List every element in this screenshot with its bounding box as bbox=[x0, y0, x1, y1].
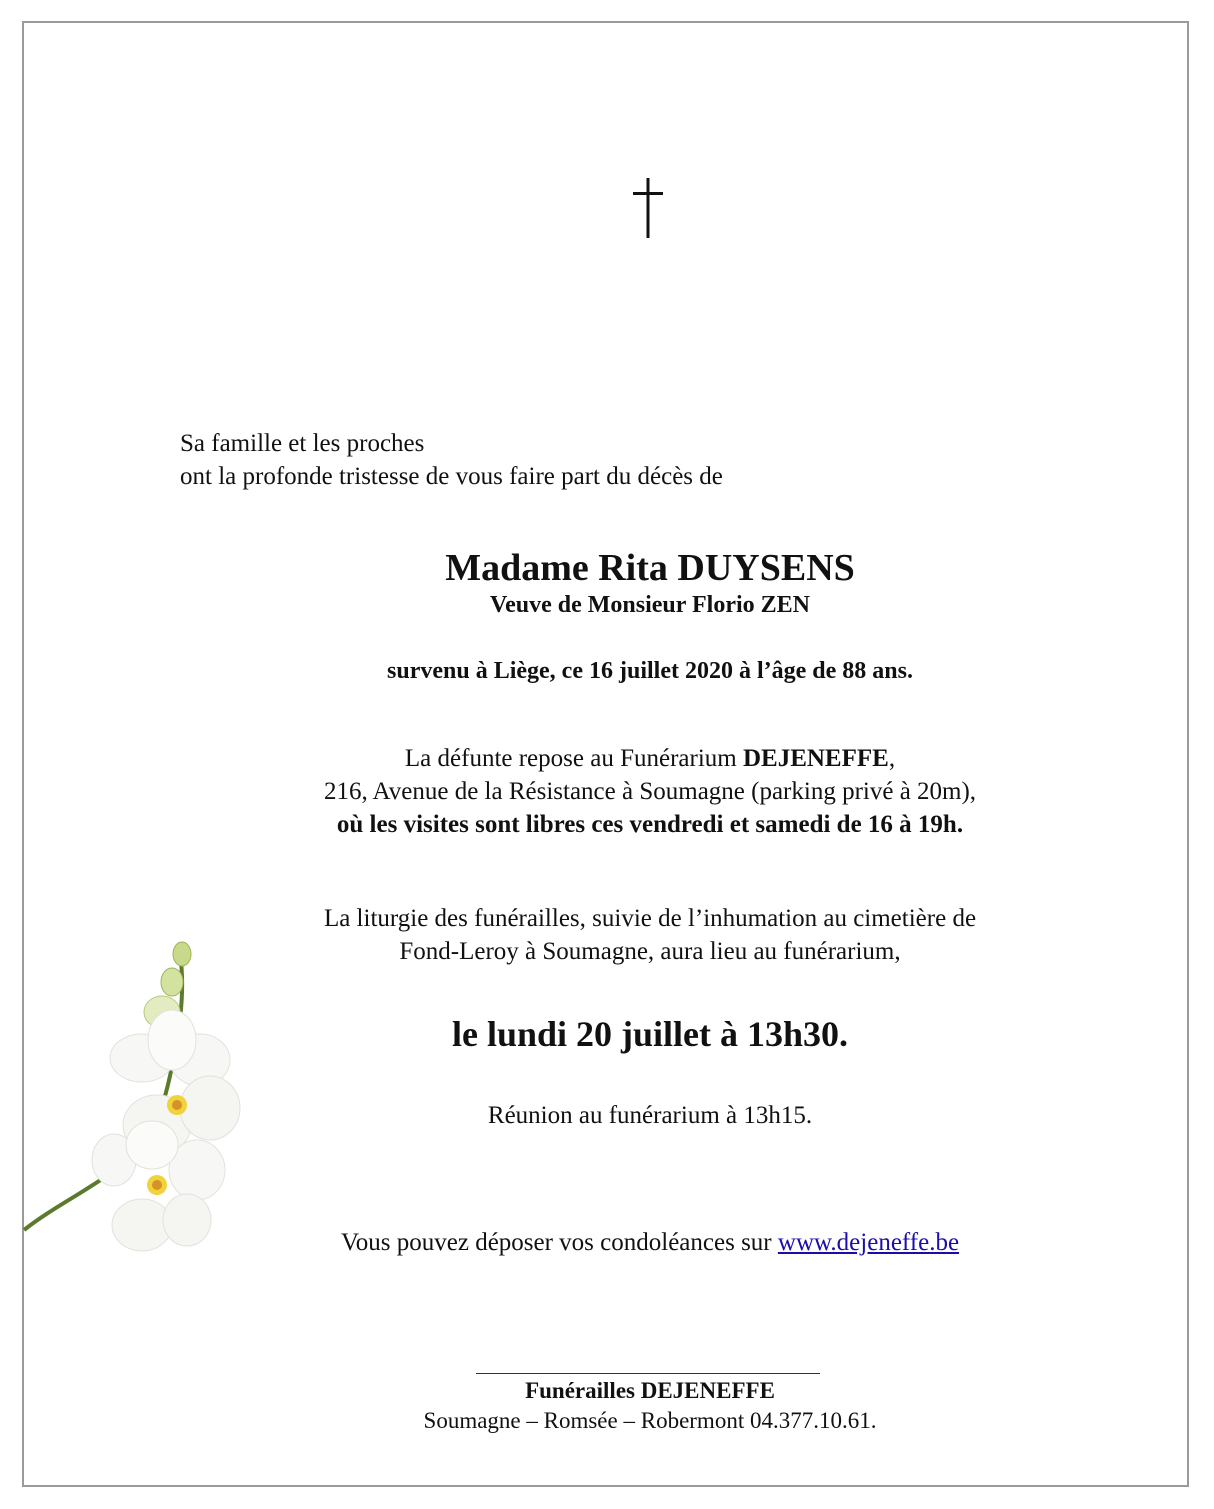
meeting-line: Réunion au funérarium à 13h15. bbox=[487, 1102, 813, 1129]
rest-line-1 bbox=[150, 742, 1150, 775]
rest-address: 216, Avenue de la Résistance à Soumagne (parking privé à 20m), bbox=[323, 778, 977, 805]
funeral-home-name: DEJENEFFE bbox=[742, 745, 889, 772]
footer-company: Funérailles DEJENEFFE bbox=[525, 1378, 775, 1403]
intro-line-2: ont la profonde tristesse de vous faire part du décès de bbox=[180, 463, 723, 490]
deceased-name: Madame Rita DUYSENS bbox=[445, 547, 855, 589]
liturgy-line-2: Fond-Leroy à Soumagne, aura lieu au funérarium, bbox=[399, 938, 901, 965]
death-line: survenu à Liège, ce 16 juillet 2020 à l’âge de 88 ans. bbox=[387, 658, 913, 684]
rest-line-1-suffix: , bbox=[888, 745, 896, 772]
cross-icon bbox=[631, 178, 665, 238]
footer-places-phone: Soumagne – Romsée – Robermont 04.377.10.61. bbox=[423, 1408, 877, 1433]
ceremony-date: le lundi 20 juillet à 13h30. bbox=[451, 1014, 849, 1054]
orchid-flower-icon bbox=[22, 930, 302, 1260]
visit-hours: où les visites sont libres ces vendredi et samedi de 16 à 19h. bbox=[336, 811, 964, 838]
footer-divider bbox=[476, 1373, 820, 1374]
condolences-prefix: Vous pouvez déposer vos condoléances sur bbox=[340, 1229, 778, 1256]
condolences-link[interactable]: www.dejeneffe.be bbox=[777, 1229, 960, 1256]
rest-line-1-prefix: La défunte repose au Funérarium bbox=[404, 745, 743, 772]
spouse-line: Veuve de Monsieur Florio ZEN bbox=[489, 592, 810, 618]
intro-line-1: Sa famille et les proches bbox=[180, 430, 425, 457]
liturgy-line-1: La liturgie des funérailles, suivie de l’inhumation au cimetière de bbox=[323, 905, 977, 932]
